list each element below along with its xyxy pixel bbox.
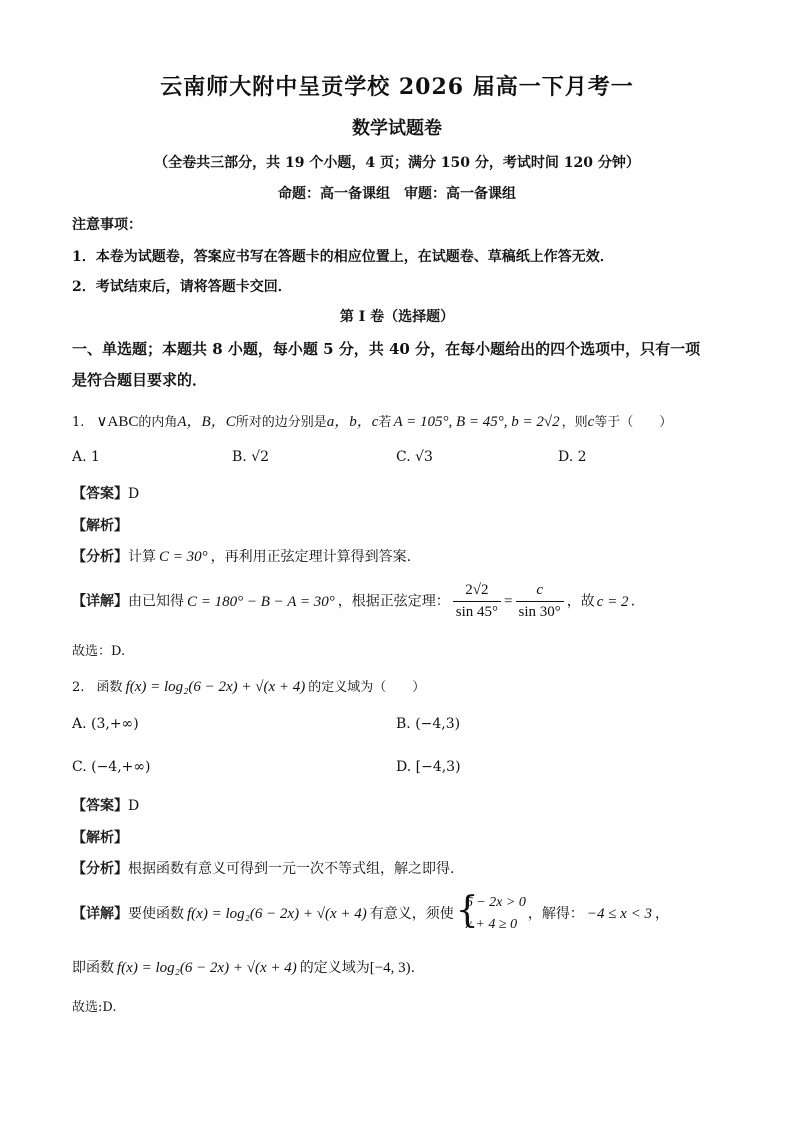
section-instructions-line2: 是符合题目要求的． (72, 371, 208, 389)
notice-heading: 注意事项： (72, 217, 142, 233)
q2-answer (72, 795, 139, 815)
fenxi-math: C = 30° (159, 549, 208, 565)
fenxi-text: ，再利用正弦定理计算得到答案. (210, 549, 412, 565)
side-labels: a，b，c (326, 414, 379, 430)
solution-range: −4 ≤ x < 3 (586, 906, 652, 922)
notice-item-2: 2．考试结束后，请将答题卡交回． (72, 279, 292, 295)
q2-detail-line2 (72, 957, 415, 977)
q1-choose: 故选：D. (72, 644, 126, 659)
stem-text: 所对的边分别是 (235, 415, 327, 430)
q2-option-a: A. (3,+∞) (72, 716, 139, 732)
function-expression: f(x) = log₂(6 − 2x) + √(x + 4) (117, 960, 297, 976)
question-2-stem (72, 676, 425, 696)
vertex-labels: A，B，C (177, 414, 236, 430)
q2-detail (72, 892, 669, 936)
stem-text: 若 (378, 415, 392, 430)
q2-analysis-tag: 【解析】 (72, 830, 128, 846)
q2-fenxi (72, 858, 454, 878)
q2-option-b: B. (−4,3) (396, 716, 461, 732)
q1-fenxi (72, 546, 411, 566)
domain-interval: [−4, 3) (369, 960, 411, 976)
detail-tag: 【详解】 (72, 593, 128, 610)
function-expression: f(x) = log₂(6 − 2x) + √(x + 4) (187, 906, 367, 922)
detail-text: ， (654, 906, 669, 922)
stem-text: 函数 (96, 680, 123, 695)
answer-tag: 【答案】 (72, 486, 128, 502)
fraction-1: $\frac{2√2}{\sin 45^\circ}$ (453, 582, 501, 621)
answer-tag: 【答案】 (72, 798, 128, 814)
detail-text: ，故 (566, 593, 595, 610)
stem-text: ，则 (561, 415, 588, 430)
stem-text: 的内角 (138, 415, 178, 430)
detail-text: 由已知得 (128, 593, 184, 610)
variable-c: c (587, 414, 595, 430)
q2-choose: 故选:D. (72, 1000, 117, 1015)
detail-text: . (410, 960, 416, 976)
detail-text: 有意义，须使 (369, 906, 454, 922)
detail-tag: 【详解】 (72, 906, 128, 922)
detail-text: . (630, 593, 636, 610)
stem-text: 等于（ ） (594, 415, 673, 430)
detail-text: ，解得： (527, 906, 584, 922)
triangle-symbol: ∨ABC (96, 414, 139, 430)
fraction-2: $\frac{c}{\sin 30^\circ}$ (516, 582, 564, 621)
q1-answer (72, 483, 139, 503)
section-instructions-line1: 一、单选题；本题共 8 小题，每小题 5 分，共 40 分，在每小题给出的四个选项中，只有一项 (72, 340, 701, 358)
section-title: 第 I 卷（选择题） (339, 309, 455, 325)
q1-analysis-tag: 【解析】 (72, 518, 128, 534)
question-number: 1. (72, 415, 85, 430)
q1-option-c: C. √3 (396, 449, 433, 465)
exam-info: （全卷共三部分，共 19 个小题，4 页；满分 150 分，考试时间 120 分钟） (154, 155, 640, 171)
fenxi-text: 计算 (128, 549, 156, 565)
function-expression: f(x) = log₂(6 − 2x) + √(x + 4) (125, 679, 306, 695)
answer-value: D (128, 798, 140, 814)
detail-text: 要使函数 (128, 906, 184, 922)
left-brace-icon: { (455, 890, 479, 931)
given-values: A = 105°, B = 45°, b = 2√2 (393, 414, 560, 430)
q2-option-c: C. (−4,+∞) (72, 759, 151, 775)
question-1-stem (72, 410, 672, 431)
exam-title: 云南师大附中呈贡学校 2026 届高一下月考一 (160, 74, 634, 100)
stem-text: 的定义域为（ ） (308, 680, 426, 695)
equals-sign: = (504, 593, 513, 610)
exam-subtitle: 数学试题卷 (352, 118, 442, 139)
fenxi-tag: 【分析】 (72, 861, 128, 877)
detail-result: c = 2 (596, 593, 629, 610)
detail-text: 的定义域为 (299, 960, 370, 976)
fenxi-tag: 【分析】 (72, 549, 128, 565)
q1-option-d: D. 2 (558, 449, 587, 465)
exam-authors: 命题：高一备课组 审题：高一备课组 (278, 186, 516, 202)
q1-option-a: A. 1 (72, 449, 100, 465)
inequality-system: { 6 − 2x > 0 x + 4 ≥ 0 (455, 890, 526, 932)
answer-value: D (128, 486, 140, 502)
fenxi-text: 根据函数有意义可得到一元一次不等式组，解之即得. (128, 861, 455, 877)
detail-math: C = 180° − B − A = 30° (187, 593, 335, 610)
q1-detail (72, 582, 635, 621)
q1-option-b: B. √2 (232, 449, 270, 465)
detail-text: 即函数 (72, 960, 114, 976)
question-number: 2. (72, 680, 85, 695)
q2-option-d: D. [−4,3) (396, 759, 461, 775)
notice-item-1: 1．本卷为试题卷，答案应书写在答题卡的相应位置上，在试题卷、草稿纸上作答无效． (72, 249, 614, 265)
detail-text: ，根据正弦定理： (337, 593, 450, 610)
